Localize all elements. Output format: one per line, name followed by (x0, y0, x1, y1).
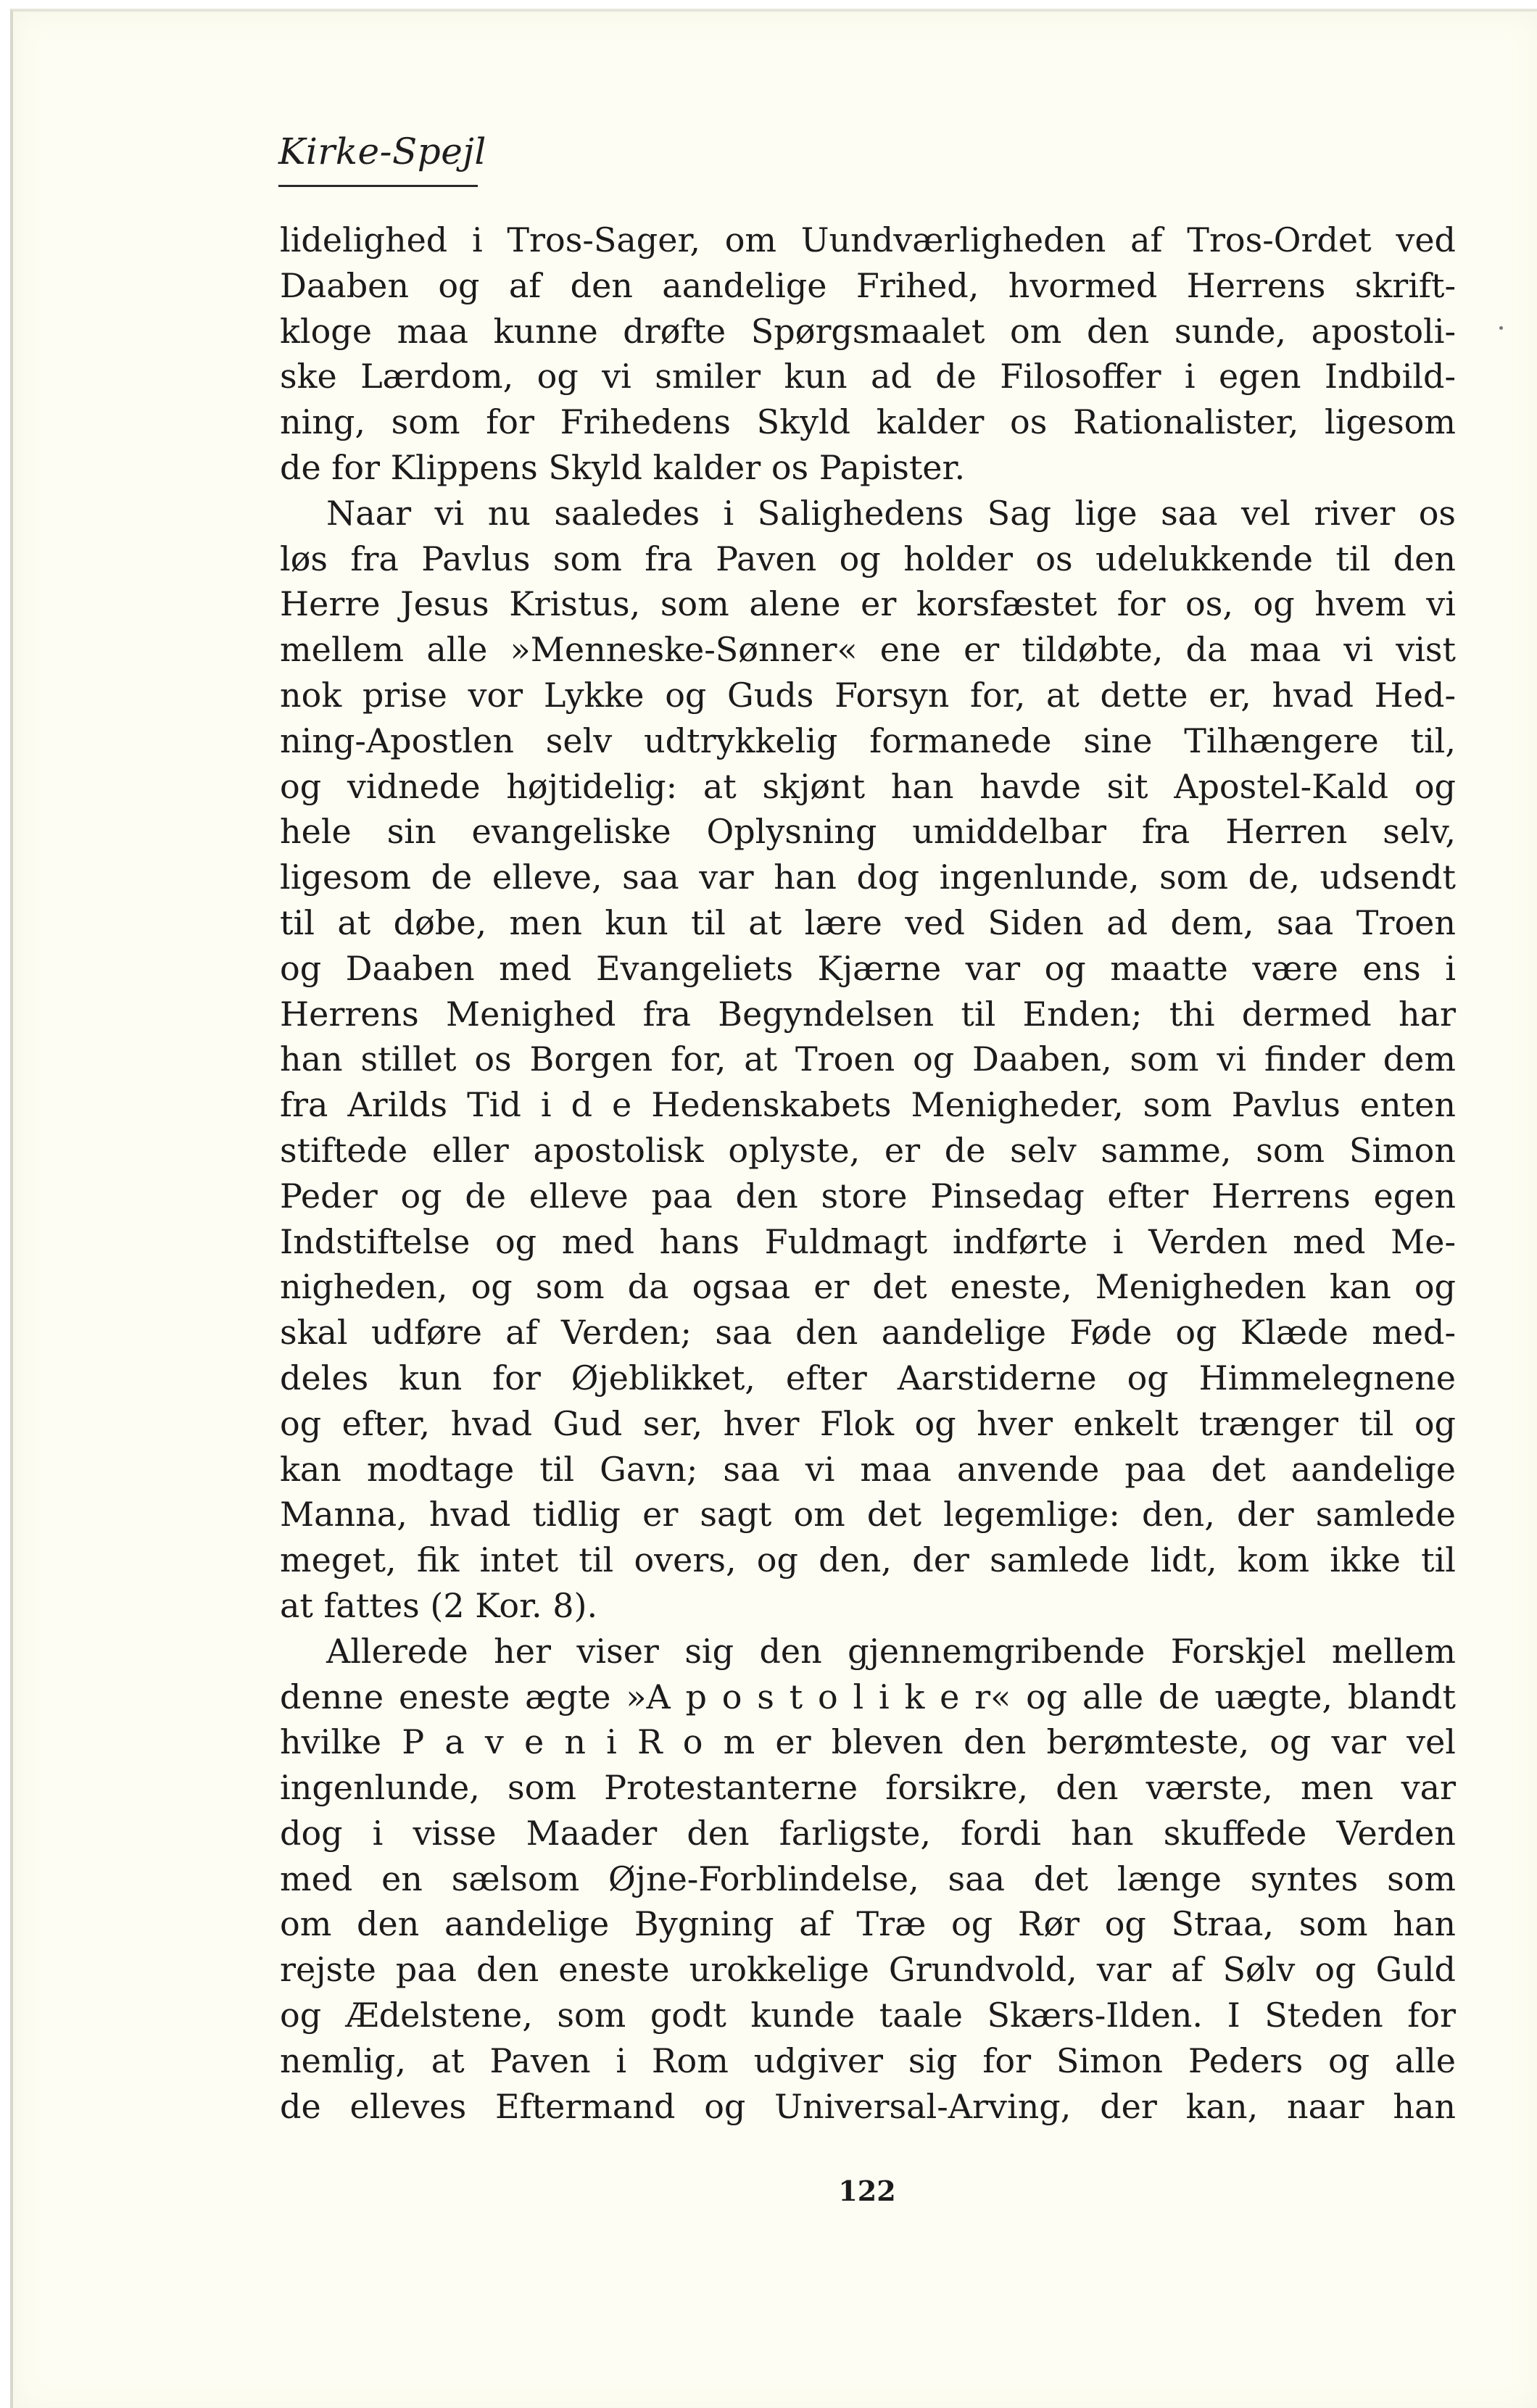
text-line: ingenlunde, som Protestanterne forsikre, den værste, men var (280, 1768, 1456, 1808)
text-line: han stillet os Borgen for, at Troen og Daaben, som vi finder dem (280, 1039, 1456, 1079)
text-line: Herrens Menighed fra Begyndelsen til Enden; thi dermed har (280, 994, 1456, 1034)
text-line: fra Arilds Tid i d e Hedenskabets Menigheder, som Pavlus enten (280, 1085, 1456, 1125)
running-title: Kirke-Spejl (278, 130, 486, 173)
text-line: de elleves Eftermand og Universal-Arving, der kan, naar han (280, 2086, 1456, 2126)
text-line: Indstiftelse og med hans Fuldmagt indførte i Verden med Me- (280, 1221, 1456, 1261)
text-line: Peder og de elleve paa den store Pinsedag efter Herrens egen (280, 1176, 1456, 1216)
text-line: nok prise vor Lykke og Guds Forsyn for, at dette er, hvad Hed- (280, 675, 1456, 715)
text-line: dog i visse Maader den farligste, fordi han skuffede Verden (280, 1813, 1456, 1853)
text-line: og Daaben med Evangeliets Kjærne var og maatte være ens i (280, 948, 1456, 988)
text-line: meget, fik intet til overs, og den, der samlede lidt, kom ikke til (280, 1540, 1456, 1580)
page-number: 122 (838, 2175, 896, 2207)
text-line: ligesom de elleve, saa var han dog ingenlunde, som de, udsendt (280, 858, 1456, 897)
paragraph-start-line: Naar vi nu saaledes i Salighedens Sag lige saa vel river os (326, 493, 1456, 533)
text-line: til at døbe, men kun til at lære ved Siden ad dem, saa Troen (280, 902, 1456, 942)
text-line: de for Klippens Skyld kalder os Papister. (280, 447, 966, 487)
text-line: Manna, hvad tidlig er sagt om det legemlige: den, der samlede (280, 1495, 1456, 1535)
text-line: at fattes (2 Kor. 8). (280, 1585, 598, 1625)
text-line: ning, som for Frihedens Skyld kalder os Rationalister, ligesom (280, 402, 1456, 442)
text-line: rejste paa den eneste urokkelige Grundvold, var af Sølv og Guld (280, 1950, 1456, 1990)
text-line: med en sælsom Øjne-Forblindelse, saa det længe syntes som (280, 1859, 1456, 1898)
text-line: Daaben og af den aandelige Frihed, hvormed Herrens skrift- (280, 265, 1456, 305)
running-title-underline (278, 185, 478, 187)
text-line: kan modtage til Gavn; saa vi maa anvende paa det aandelige (280, 1449, 1456, 1489)
text-line: nemlig, at Paven i Rom udgiver sig for Simon Peders og alle (280, 2040, 1456, 2080)
text-line: løs fra Pavlus som fra Paven og holder os udelukkende til den (280, 539, 1456, 578)
text-line: stiftede eller apostolisk oplyste, er de selv samme, som Simon (280, 1130, 1456, 1170)
text-line: Herre Jesus Kristus, som alene er korsfæstet for os, og hvem vi (280, 584, 1456, 624)
text-line: lidelighed i Tros-Sager, om Uundværligheden af Tros-Ordet ved (280, 220, 1456, 260)
paragraph-start-line: Allerede her viser sig den gjennemgribende Forskjel mellem (326, 1631, 1456, 1671)
text-line: om den aandelige Bygning af Træ og Rør og Straa, som han (280, 1904, 1456, 1944)
margin-speck (1499, 326, 1503, 330)
text-line: nigheden, og som da ogsaa er det eneste, Menigheden kan og (280, 1267, 1456, 1307)
text-line: og Ædelstene, som godt kunde taale Skærs-Ilden. I Steden for (280, 1996, 1456, 2035)
text-line: hele sin evangeliske Oplysning umiddelbar fra Herren selv, (280, 812, 1456, 852)
body-text (280, 217, 1456, 2129)
text-line: ske Lærdom, og vi smiler kun ad de Filosoffer i egen Indbild- (280, 357, 1456, 397)
text-line: denne eneste ægte »A p o s t o l i k e r« og alle de uægte, blandt (280, 1677, 1456, 1716)
text-line: skal udføre af Verden; saa den aandelige Føde og Klæde med- (280, 1313, 1456, 1353)
text-line: mellem alle »Menneske-Sønner« ene er tildøbte, da maa vi vist (280, 630, 1456, 670)
text-line: kloge maa kunne drøfte Spørgsmaalet om den sunde, apostoli- (280, 311, 1456, 351)
text-line: deles kun for Øjeblikket, efter Aarstiderne og Himmelegnene (280, 1358, 1456, 1398)
text-line: ning-Apostlen selv udtrykkelig formanede sine Tilhængere til, (280, 721, 1456, 760)
text-line: hvilke P a v e n i R o m er bleven den berømteste, og var vel (280, 1722, 1456, 1762)
text-line: og efter, hvad Gud ser, hver Flok og hver enkelt trænger til og (280, 1403, 1456, 1443)
text-line: og vidnede højtidelig: at skjønt han havde sit Apostel-Kald og (280, 766, 1456, 806)
